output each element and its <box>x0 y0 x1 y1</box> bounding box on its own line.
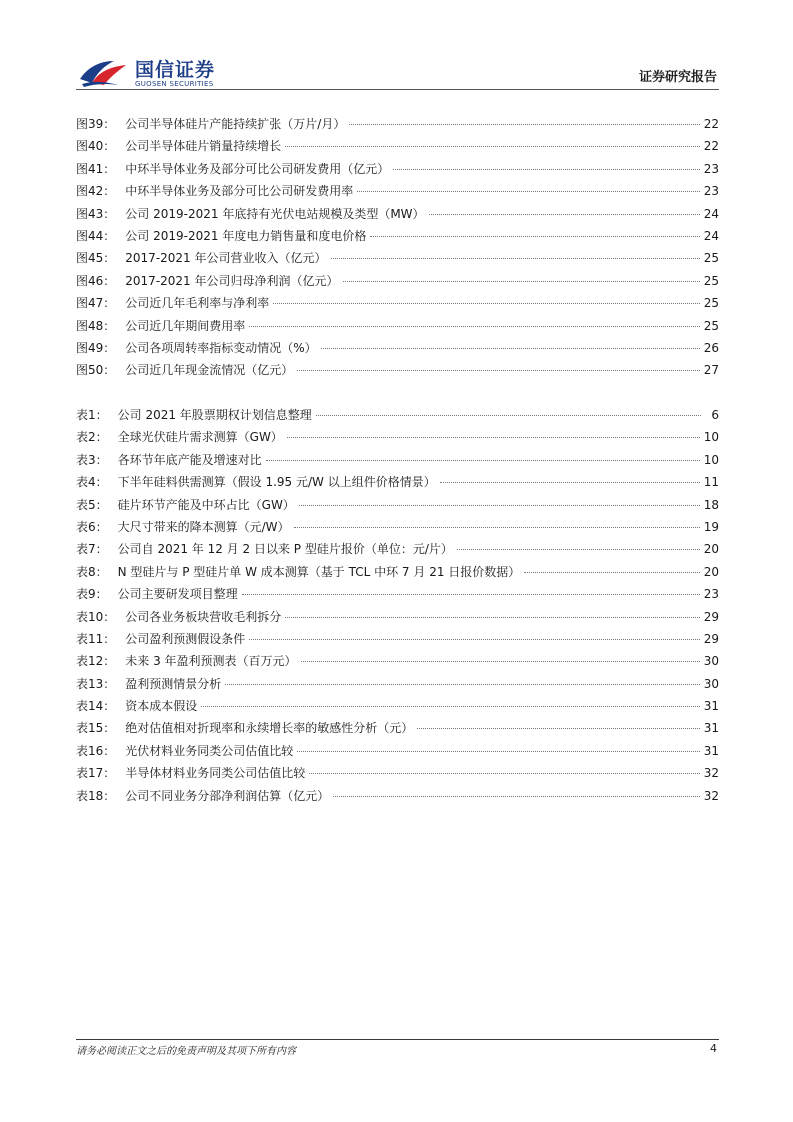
toc-entry-page: 10 <box>703 430 719 445</box>
toc-entry-page: 31 <box>703 721 719 736</box>
toc-entry-title: 公司半导体硅片销量持续增长 <box>125 139 282 154</box>
toc-entry-page: 31 <box>703 743 719 758</box>
toc-entry-label: 图46： <box>76 273 116 288</box>
header-divider <box>76 89 719 90</box>
toc-dot-leader <box>343 280 700 282</box>
toc-dot-leader <box>429 213 700 215</box>
toc-entry-label: 图44： <box>76 228 116 243</box>
toc-dot-leader <box>285 616 699 618</box>
table-toc-entry[interactable] <box>76 673 719 695</box>
report-type-label: 证券研究报告 <box>638 70 717 85</box>
table-toc-entry[interactable] <box>76 583 719 605</box>
table-toc-entry[interactable] <box>76 717 719 739</box>
toc-entry-title: 未来 3 年盈利预测表（百万元） <box>125 654 297 669</box>
toc-entry-page: 32 <box>703 766 719 781</box>
table-toc-entry[interactable] <box>76 538 719 560</box>
toc-entry-title: 绝对估值相对折现率和永续增长率的敏感性分析（元） <box>125 721 414 736</box>
toc-dot-leader <box>249 325 699 327</box>
toc-entry-label: 表8： <box>76 564 108 579</box>
toc-entry-page: 20 <box>703 542 719 557</box>
toc-entry-label: 表17： <box>76 766 116 781</box>
toc-dot-leader <box>242 593 700 595</box>
toc-entry-page: 22 <box>703 117 719 131</box>
table-toc-entry[interactable] <box>76 762 719 784</box>
toc-dot-leader <box>393 168 699 170</box>
logo-chinese-name: 国信证券 <box>135 59 216 81</box>
toc-entry-label: 表14： <box>76 699 116 714</box>
toc-entry-title: 公司 2019-2021 年底持有光伏电站规模及类型（MW） <box>125 206 425 221</box>
toc-dot-leader <box>294 526 700 528</box>
figure-toc-entry[interactable] <box>76 225 719 247</box>
figure-list <box>76 113 719 382</box>
toc-entry-label: 图49： <box>76 340 116 355</box>
table-toc-entry[interactable] <box>76 449 719 471</box>
toc-entry-page: 24 <box>703 206 719 221</box>
toc-entry-page: 24 <box>703 228 719 243</box>
toc-entry-label: 表6： <box>76 519 108 534</box>
toc-entry-title: 盈利预测情景分析 <box>125 676 222 691</box>
figure-toc-entry[interactable] <box>76 315 719 337</box>
toc-entry-label: 图40： <box>76 139 116 154</box>
toc-entry-page: 20 <box>703 564 719 579</box>
toc-dot-leader <box>417 727 699 729</box>
toc-dot-leader <box>299 504 700 506</box>
toc-entry-title: 公司不同业务分部净利润估算（亿元） <box>125 788 330 803</box>
figure-toc-entry[interactable] <box>76 359 719 381</box>
toc-dot-leader <box>321 347 700 349</box>
toc-entry-page: 32 <box>703 788 719 803</box>
toc-entry-page: 23 <box>703 161 719 176</box>
toc-entry-title: 公司近几年毛利率与净利率 <box>125 296 270 311</box>
toc-entry-page: 25 <box>703 318 719 333</box>
guosen-logo-icon <box>78 57 130 89</box>
toc-dot-leader <box>301 660 700 662</box>
table-toc-entry[interactable] <box>76 404 719 426</box>
toc-entry-title: 公司各业务板块营收毛利拆分 <box>125 609 282 624</box>
toc-entry-title: 公司 2021 年股票期权计划信息整理 <box>117 408 312 422</box>
toc-entry-page: 25 <box>703 251 719 266</box>
table-toc-entry[interactable] <box>76 561 719 583</box>
toc-entry-title: 大尺寸带来的降本测算（元/W） <box>117 519 290 534</box>
disclaimer-note: 请务必阅读正文之后的免责声明及其项下所有内容 <box>76 1046 296 1057</box>
toc-entry-page: 30 <box>703 676 719 691</box>
toc-entry-page: 27 <box>703 363 719 378</box>
toc-dot-leader <box>333 795 699 797</box>
table-toc-entry[interactable] <box>76 785 719 807</box>
toc-entry-label: 表5： <box>76 497 108 512</box>
toc-entry-page: 29 <box>703 609 719 624</box>
toc-entry-title: 全球光伏硅片需求测算（GW） <box>117 430 283 445</box>
table-toc-entry[interactable] <box>76 426 719 448</box>
logo-english-name: GUOSEN SECURITIES <box>135 80 214 88</box>
toc-dot-leader <box>225 683 699 685</box>
footer-divider <box>76 1039 719 1040</box>
toc-dot-leader <box>349 123 699 125</box>
toc-entry-label: 图43： <box>76 206 116 221</box>
toc-entry-page: 23 <box>703 184 719 199</box>
toc-entry-label: 表2： <box>76 430 108 445</box>
toc-entry-title: 半导体材料业务同类公司估值比较 <box>125 766 306 781</box>
figure-toc-entry[interactable] <box>76 292 719 314</box>
toc-entry-label: 表3： <box>76 452 108 467</box>
table-toc-entry[interactable] <box>76 516 719 538</box>
toc-entry-page: 19 <box>703 519 719 534</box>
toc-dot-leader <box>287 436 700 438</box>
figure-toc-entry[interactable] <box>76 203 719 225</box>
figure-toc-entry[interactable] <box>76 270 719 292</box>
toc-dot-leader <box>440 481 700 483</box>
toc-dot-leader <box>249 638 699 640</box>
toc-entry-title: 公司近几年期间费用率 <box>125 318 246 333</box>
toc-entry-title: 各环节年底产能及增速对比 <box>117 452 262 467</box>
toc-dot-leader <box>457 548 700 550</box>
toc-entry-label: 表16： <box>76 743 116 758</box>
toc-entry-label: 表4： <box>76 475 108 490</box>
toc-entry-title: 资本成本假设 <box>125 699 198 714</box>
toc-entry-page: 30 <box>703 654 719 669</box>
toc-entry-title: 公司盈利预测假设条件 <box>125 631 246 646</box>
table-toc-entry[interactable] <box>76 695 719 717</box>
toc-entry-page: 22 <box>703 139 719 154</box>
toc-entry-page: 6 <box>711 408 719 422</box>
toc-entry-title: 公司自 2021 年 12 月 2 日以来 P 型硅片报价（单位：元/片） <box>117 542 453 557</box>
toc-entry-title: 2017-2021 年公司营业收入（亿元） <box>125 251 327 266</box>
figure-toc-entry[interactable] <box>76 113 719 135</box>
toc-entry-label: 表12： <box>76 654 116 669</box>
toc-dot-leader <box>297 369 699 371</box>
toc-entry-label: 图39： <box>76 117 116 131</box>
toc-entry-page: 11 <box>703 475 719 490</box>
toc-entry-label: 表15： <box>76 721 116 736</box>
toc-entry-label: 图41： <box>76 161 116 176</box>
toc-entry-title: 2017-2021 年公司归母净利润（亿元） <box>125 273 339 288</box>
figure-toc-entry[interactable] <box>76 337 719 359</box>
table-list <box>76 404 719 807</box>
toc-entry-page: 18 <box>703 497 719 512</box>
toc-dot-leader <box>524 571 699 573</box>
toc-entry-label: 图45： <box>76 251 116 266</box>
toc-entry-page: 29 <box>703 631 719 646</box>
toc-entry-page: 23 <box>703 587 719 602</box>
table-toc-entry[interactable] <box>76 494 719 516</box>
table-toc-entry[interactable] <box>76 740 719 762</box>
table-toc-entry[interactable] <box>76 606 719 628</box>
toc-entry-title: 公司主要研发项目整理 <box>117 587 238 602</box>
toc-entry-title: 公司各项周转率指标变动情况（%） <box>125 340 317 355</box>
table-toc-entry[interactable] <box>76 471 719 493</box>
toc-dot-leader <box>316 414 701 416</box>
toc-entry-title: 光伏材料业务同类公司估值比较 <box>125 743 294 758</box>
toc-entry-title: 公司半导体硅片产能持续扩张（万片/月） <box>125 117 346 131</box>
toc-entry-label: 表13： <box>76 676 116 691</box>
toc-entry-label: 图47： <box>76 296 116 311</box>
toc-entry-title: 公司近几年现金流情况（亿元） <box>125 363 294 378</box>
toc-dot-leader <box>285 145 699 147</box>
toc-entry-label: 图42： <box>76 184 116 199</box>
toc-entry-label: 表10： <box>76 609 116 624</box>
toc-entry-label: 图50： <box>76 363 116 378</box>
toc-entry-label: 表9： <box>76 587 108 602</box>
page-header <box>0 0 793 95</box>
toc-entry-label: 图48： <box>76 318 116 333</box>
toc-entry-label: 表11： <box>76 631 116 646</box>
page-number: 4 <box>710 1042 717 1055</box>
toc-dot-leader <box>266 459 700 461</box>
toc-entry-title: 下半年硅料供需测算（假设 1.95 元/W 以上组件价格情景） <box>117 475 436 490</box>
toc-entry-label: 表7： <box>76 542 108 557</box>
guosen-logo <box>78 55 238 91</box>
toc-entry-title: 硅片环节产能及中环占比（GW） <box>117 497 295 512</box>
toc-dot-leader <box>357 190 699 192</box>
toc-dot-leader <box>297 750 699 752</box>
figure-toc-entry[interactable] <box>76 135 719 157</box>
toc-entry-page: 25 <box>703 296 719 311</box>
table-toc-entry[interactable] <box>76 628 719 650</box>
toc-entry-title: 中环半导体业务及部分可比公司研发费用率 <box>125 184 354 199</box>
toc-dot-leader <box>370 235 699 237</box>
toc-entry-page: 25 <box>703 273 719 288</box>
toc-entry-page: 31 <box>703 699 719 714</box>
table-toc-entry[interactable] <box>76 650 719 672</box>
toc-entry-label: 表18： <box>76 788 116 803</box>
toc-dot-leader <box>331 257 700 259</box>
toc-entry-label: 表1： <box>76 408 108 422</box>
toc-entry-title: N 型硅片与 P 型硅片单 W 成本测算（基于 TCL 中环 7 月 21 日报价数据） <box>117 564 521 579</box>
toc-dot-leader <box>309 772 699 774</box>
figure-toc-entry[interactable] <box>76 158 719 180</box>
toc-entry-title: 中环半导体业务及部分可比公司研发费用（亿元） <box>125 161 390 176</box>
figure-toc-entry[interactable] <box>76 180 719 202</box>
toc-dot-leader <box>201 705 699 707</box>
toc-entry-page: 26 <box>703 340 719 355</box>
toc-dot-leader <box>273 302 699 304</box>
figure-toc-entry[interactable] <box>76 247 719 269</box>
toc-entry-page: 10 <box>703 452 719 467</box>
toc-entry-title: 公司 2019-2021 年度电力销售量和度电价格 <box>125 228 367 243</box>
